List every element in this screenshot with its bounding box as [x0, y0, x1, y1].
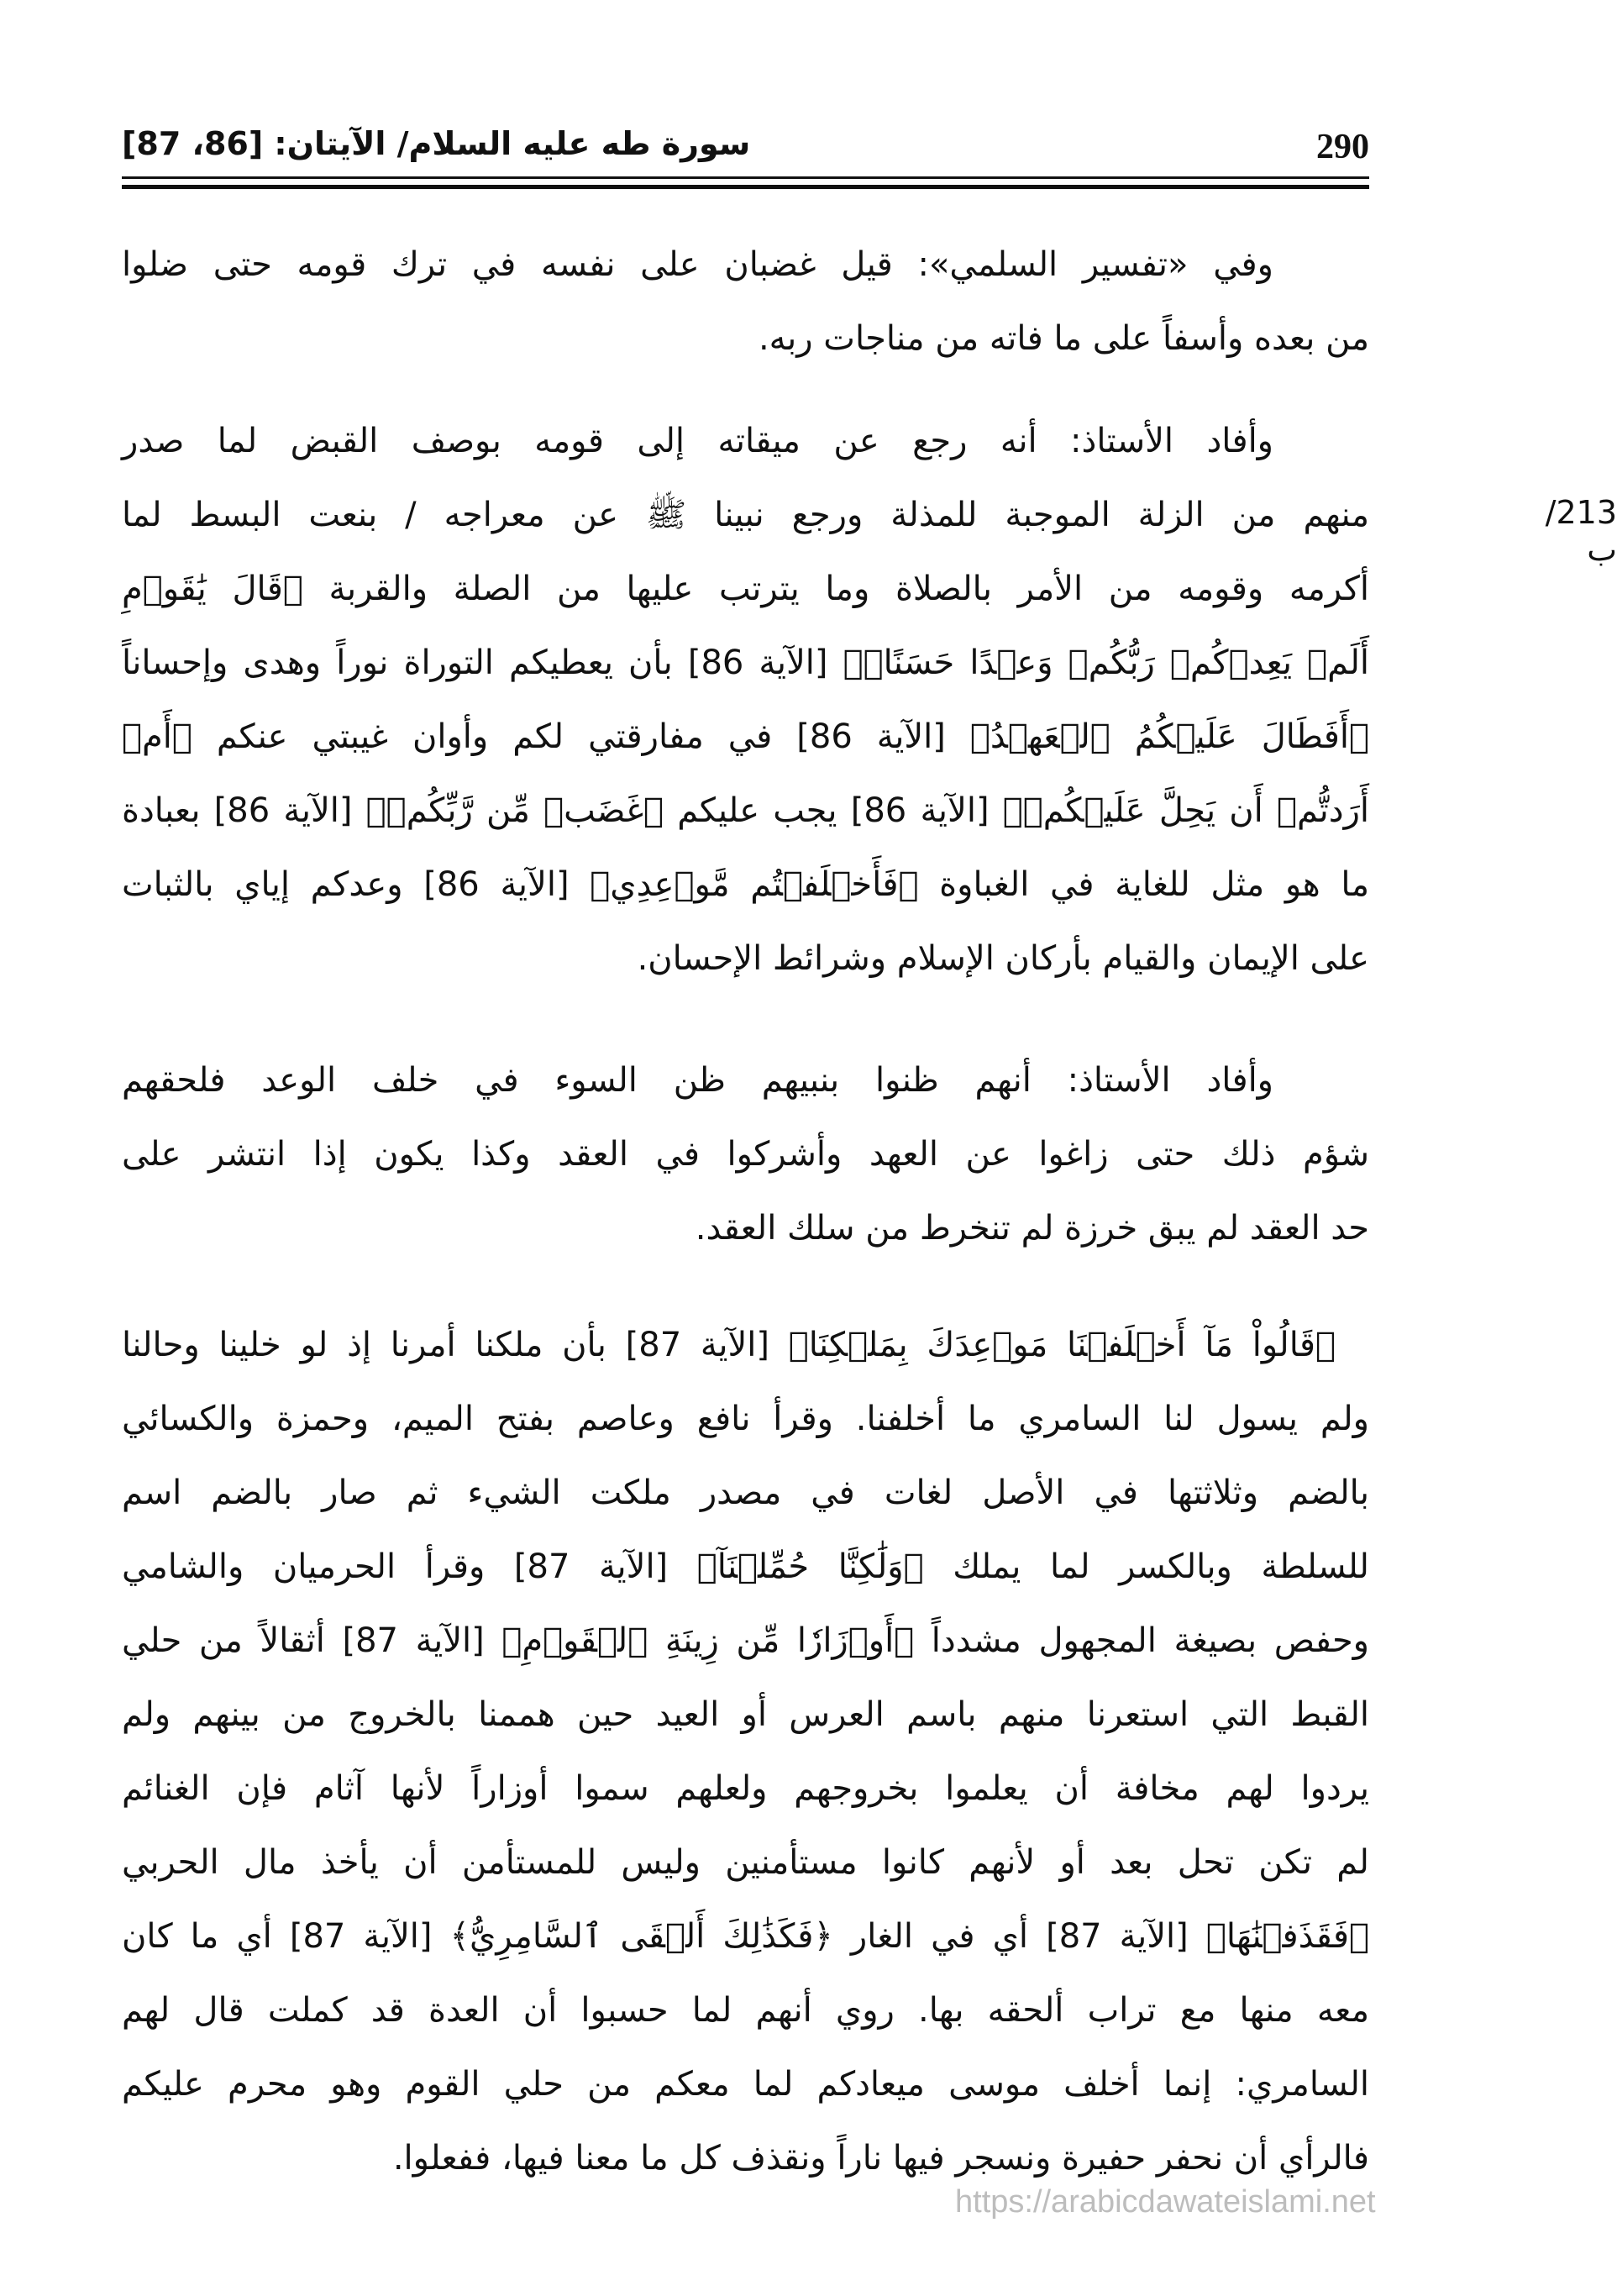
running-title: سورة طه عليه السلام/ الآيتان: [86، 87] [122, 125, 751, 162]
page-number: 290 [1316, 128, 1369, 166]
text-line: وفي «تفسير السلمي»: قيل غضبان على نفسه في ترك قومه حتى ضلوا [122, 245, 1273, 284]
paragraph-3 [122, 1043, 1369, 1265]
text-line: ﴿فَقَذَفۡنَٰهَا﴾ [الآية 87] أي في الغار ﴿فَكَذَٰلِكَ أَلۡقَى ٱلسَّامِرِيُّ﴾ [الآية 87] أي ما كان [122, 1917, 1370, 1956]
text-line: للسلطة وبالكسر لما يملك ﴿وَلَٰكِنَّا حُمِّلۡنَآ﴾ [الآية 87] وقرأ الحرميان والشامي [122, 1547, 1369, 1586]
paragraph-4 [122, 1308, 1369, 2195]
text-line: فالرأي أن نحفر حفيرة ونسجر فيها ناراً ونقذف كل ما معنا فيها، ففعلوا. [392, 2139, 1369, 2178]
text-line: منهم من الزلة الموجبة للمذلة ورجع نبينا ﷺ عن معراجه / بنعت البسط لما [122, 496, 1369, 534]
text-line: ﴿أَفَطَالَ عَلَيۡكُمُ ٱلۡعَهۡدُ﴾ [الآية 86] في مفارقتي لكم وأوان غيبتي عنكم ﴿أَمۡ [122, 717, 1369, 756]
text-line: ﴿قَالُواْ مَآ أَخۡلَفۡنَا مَوۡعِدَكَ بِمَلۡكِنَا﴾ [الآية 87] بأن ملكنا أمرنا إذ لو خلينا وحالنا [122, 1326, 1336, 1364]
text-line: أَلَمۡ يَعِدۡكُمۡ رَبُّكُمۡ وَعۡدًا حَسَنًاۚ﴾ [الآية 86] بأن يعطيكم التوراة نوراً وهدى وإحساناً [122, 644, 1370, 682]
text-line: معه منها مع تراب ألحقه بها. روي أنهم لما حسبوا أن العدة قد كملت قال لهم [122, 1991, 1369, 2030]
text-line: ولم يسول لنا السامري ما أخلفنا. وقرأ نافع وعاصم بفتح الميم، وحمزة والكسائي [122, 1400, 1369, 1438]
text-line: يردوا لهم مخافة أن يعلموا بخروجهم ولعلهم سموا أوزاراً لأنها آثام فإن الغنائم [122, 1769, 1369, 1808]
text-line: وأفاد الأستاذ: أنه رجع عن ميقاته إلى قومه بوصف القبض لما صدر [122, 422, 1273, 460]
header-rule-thick [122, 185, 1369, 189]
header-rule [122, 176, 1369, 179]
paragraph-1 [122, 228, 1369, 376]
text-line: أَرَدتُّمۡ أَن يَحِلَّ عَلَيۡكُمۡ﴾ [الآية 86] يجب عليكم ﴿غَضَبٞ مِّن رَّبِّكُمۡ﴾ [الآية 86] بعبادة [122, 791, 1369, 830]
text-line: أكرمه وقومه من الأمر بالصلاة وما يترتب عليها من الصلة والقربة ﴿قَالَ يَٰقَوۡمِ [122, 570, 1369, 608]
manuscript-folio-note: 213/ب [1545, 494, 1617, 568]
text-line: شؤم ذلك حتى زاغوا عن العهد وأشركوا في العقد وكذا يكون إذا انتشر على [122, 1135, 1369, 1174]
text-line: السامري: إنما أخلف موسى ميعادكم لما معكم من حلي القوم وهو محرم عليكم [122, 2065, 1369, 2104]
watermark-url: https://arabicdawateislami.net [955, 2184, 1376, 2220]
text-line: على الإيمان والقيام بأركان الإسلام وشرائط الإحسان. [637, 939, 1369, 978]
text-line: ما هو مثل للغاية في الغباوة ﴿فَأَخۡلَفۡتُم مَّوۡعِدِي﴾ [الآية 86] وعدكم إياي بالثبات [122, 865, 1369, 904]
text-line: حد العقد لم يبق خرزة لم تنخرط من سلك العقد. [695, 1209, 1369, 1248]
text-line: القبط التي استعرنا منهم باسم العرس أو العيد حين هممنا بالخروج من بينهم ولم [122, 1695, 1369, 1734]
paragraph-2 [122, 404, 1369, 996]
text-line: لم تكن تحل بعد أو لأنهم كانوا مستأمنين وليس للمستأمن أن يأخذ مال الحربي [122, 1843, 1369, 1882]
text-line: من بعده وأسفاً على ما فاته من مناجات ربه. [758, 319, 1369, 358]
text-line: وأفاد الأستاذ: أنهم ظنوا بنبيهم ظن السوء في خلف الوعد فلحقهم [122, 1061, 1273, 1100]
page-header [122, 122, 1369, 172]
text-line: بالضم وثلاثتها في الأصل لغات في مصدر ملكت الشيء ثم صار بالضم اسم [122, 1474, 1369, 1512]
text-line: وحفص بصيغة المجهول مشدداً ﴿أَوۡزَارٗا مِّن زِينَةِ ٱلۡقَوۡمِ﴾ [الآية 87] أثقالاً من حلي [122, 1621, 1369, 1660]
